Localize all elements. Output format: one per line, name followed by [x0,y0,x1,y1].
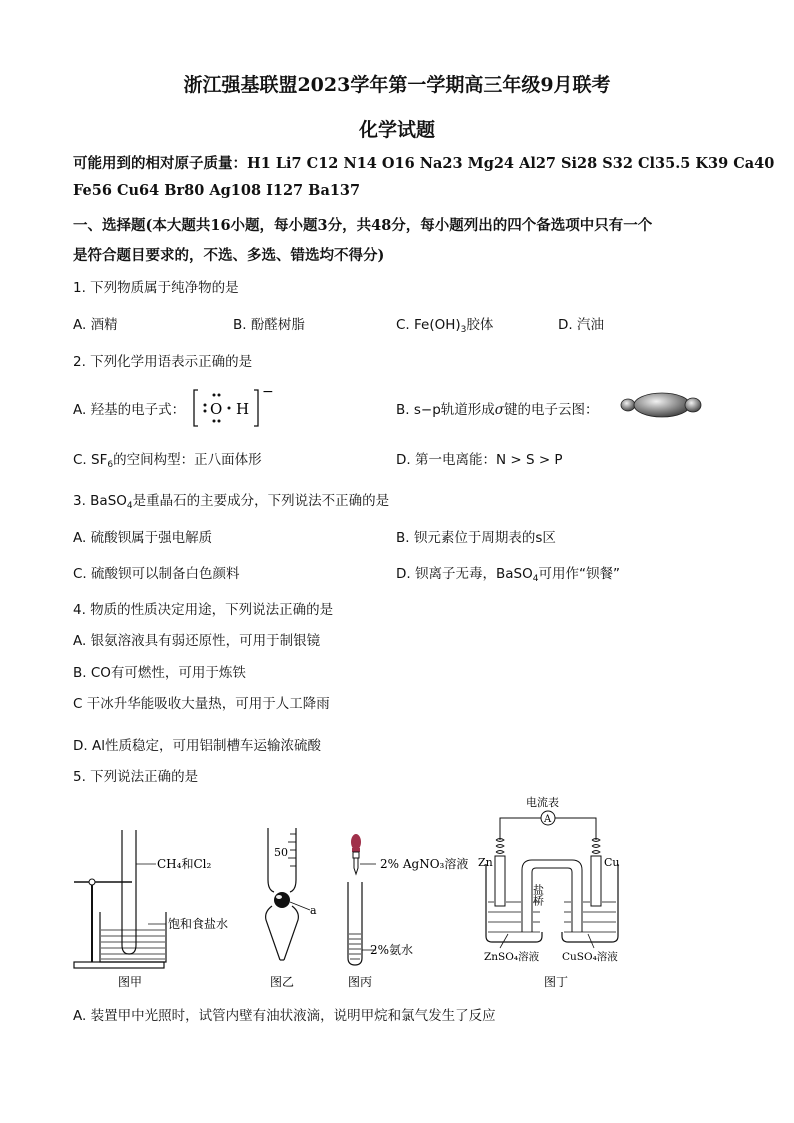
q3-option-a: A. 硫酸钡属于强电解质 [73,530,213,546]
q4-option-b: B. CO有可燃性，可用于炼铁 [73,665,246,681]
electron-cloud-image [620,392,702,418]
q1-stem: 1. 下列物质属于纯净物的是 [73,280,239,296]
q1-option-a: A. 酒精 [73,317,118,333]
q3-option-b: B. 钡元素位于周期表的s区 [396,530,556,546]
jia-gas-label: CH₄和Cl₂ [157,857,212,871]
q4-option-c: C 干冰升华能吸收大量热，可用于人工降雨 [73,696,330,712]
q3-option-c: C. 硫酸钡可以制备白色颜料 [73,566,240,582]
ding-bridge-char1: 盐桥 [531,884,545,906]
q1-c-formula: C. Fe(OH) [396,317,461,333]
q3-stem-pre: 3. BaSO [73,493,127,509]
q2-c-sub: 6 [107,460,114,470]
q2-b-pre: B. s−p轨道形成 [396,402,495,418]
q1-c-post: 胶体 [466,317,494,333]
q3-d-sub: 4 [532,574,539,584]
yi-scale-label: 50 [274,846,288,859]
figure-jia [70,820,245,992]
q3-option-d [396,562,620,584]
bing-top-label: 2% AgNO₃溶液 [380,857,469,871]
atomic-masses-line2: Fe56 Cu64 Br80 Ag108 I127 Ba137 [73,182,361,199]
q3-d-post: 可用作“钡餐” [538,566,620,582]
exam-subtitle: 化学试题 [358,119,435,141]
q1-option-d: D. 汽油 [558,317,604,333]
exam-title: 浙江强基联盟2023学年第一学期高三年级9月联考 [183,74,611,96]
q2-option-c [73,448,262,470]
jia-solution-label: 饱和食盐水 [168,917,229,931]
q5-stem: 5. 下列说法正确的是 [73,769,199,785]
q3-d-pre: D. 钡离子无毒，BaSO [396,566,533,582]
q2-option-a: A. 羟基的电子式： [73,402,186,418]
section-heading-line1: 一、选择题(本大题共16小题，每小题3分，共48分，每小题列出的四个备选项中只有一个 [73,217,653,234]
figure-yi [250,820,335,992]
q4-option-d: D. Al性质稳定，可用铝制槽车运输浓硫酸 [73,738,321,754]
q1-c-sub: 3 [460,325,467,335]
q4-stem: 4. 物质的性质决定用途，下列说法正确的是 [73,602,334,618]
ding-meter-label: 电流表 [526,796,559,809]
q2-c-pre: C. SF [73,452,108,468]
bing-bottom-label: 2%氨水 [370,943,414,957]
bing-label: 图丙 [348,975,373,989]
figure-ding [478,794,638,992]
q3-stem-sub: 4 [126,501,133,511]
q2-stem: 2. 下列化学用语表示正确的是 [73,354,253,370]
q3-stem-post: 是重晶石的主要成分，下列说法不正确的是 [132,493,390,509]
ding-label: 图丁 [544,975,569,989]
jia-label: 图甲 [118,975,143,989]
atomic-masses-line1: 可能用到的相对原子质量：H1 Li7 C12 N14 O16 Na23 Mg24 Al27 Si28 S32 Cl35.5 K39 Ca40 [73,155,775,172]
ding-right-label: CuSO₄溶液 [562,951,618,963]
yi-a-label: a [310,904,317,917]
hydroxyl-charge: − [262,384,274,400]
hydroxyl-electron-formula [192,384,282,432]
q3-stem [73,489,389,511]
q2-c-post: 的空间构型：正八面体形 [113,452,262,468]
q2-option-d: D. 第一电离能：N > S > P [396,452,563,468]
hydroxyl-h: H [236,400,250,418]
ding-cu-label: Cu [604,856,620,869]
q1-option-b: B. 酚醛树脂 [233,317,305,333]
ding-zn-label: Zn [478,856,493,869]
q1-option-c [396,313,493,335]
yi-label: 图乙 [270,975,295,989]
q2-option-b [396,398,598,418]
ding-meter-symbol: A [544,814,552,825]
q2-b-post: 键的电子云图： [503,402,599,418]
q5-option-a: A. 装置甲中光照时，试管内壁有油状液滴，说明甲烷和氯气发生了反应 [73,1008,496,1024]
hydroxyl-o: O [210,400,223,418]
figure-bing [340,830,480,992]
ding-left-label: ZnSO₄溶液 [484,951,540,963]
q4-option-a: A. 银氨溶液具有弱还原性，可用于制银镜 [73,633,321,649]
q2-b-sigma: σ [494,402,504,418]
section-heading-line2: 是符合题目要求的，不选、多选、错选均不得分) [73,247,385,264]
